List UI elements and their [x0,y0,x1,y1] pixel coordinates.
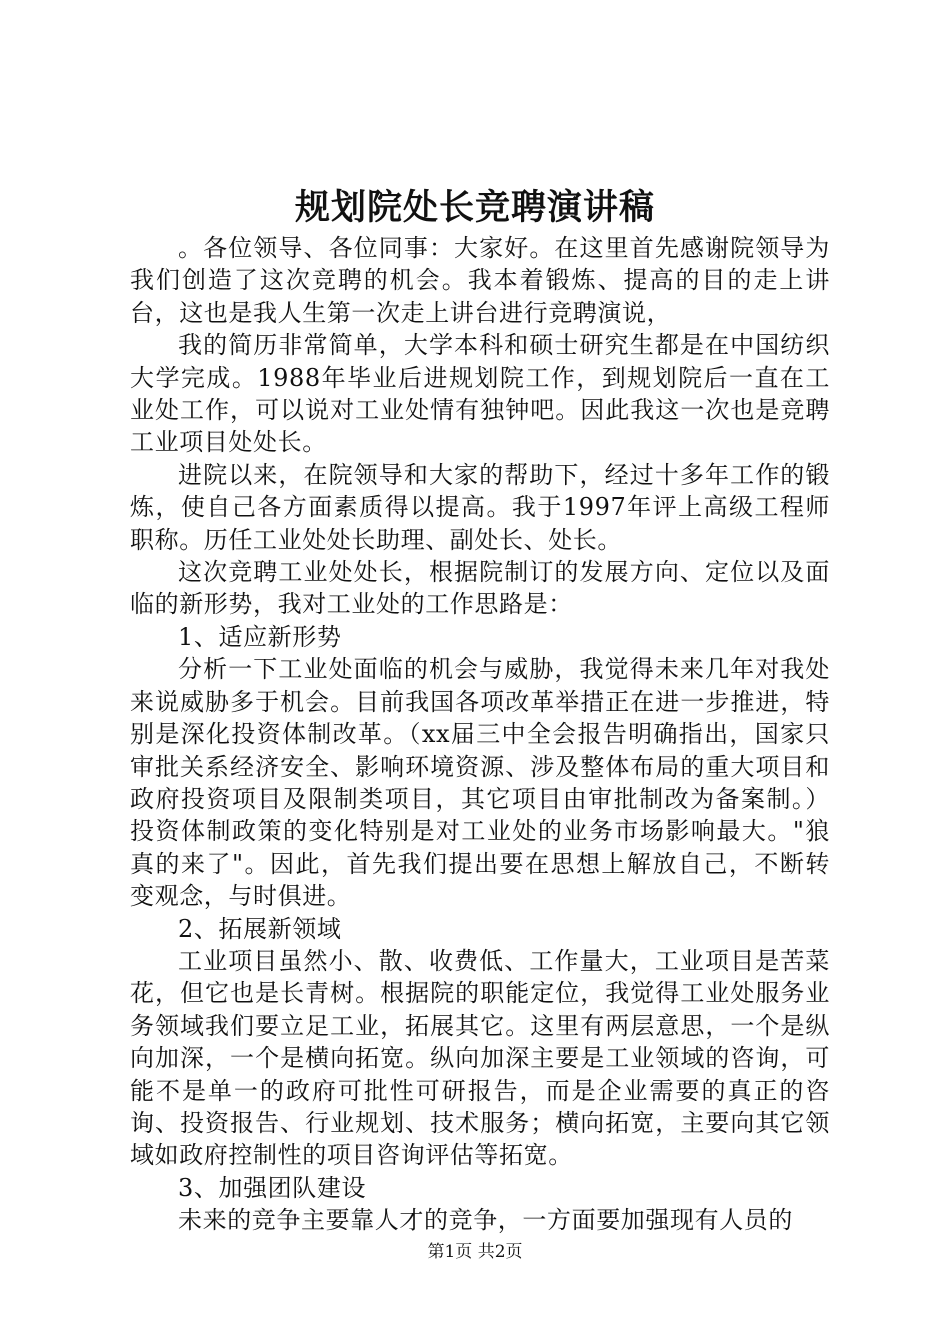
paragraph-section-1: 分析一下工业处面临的机会与威胁，我觉得未来几年对我处来说威胁多于机会。目前我国各项改革举措正在进一步推进，特别是深化投资体制改革。（xx届三中全会报告明确指出，国家只审批关系经济安全、影响环境资源、涉及整体布局的重大项目和政府投资项目及限制类项目，其它项目由审批制改为备案制。）投资体制政策的变化特别是对工业处的业务市场影响最大。"狼真的来了"。因此，首先我们提出要在思想上解放自己，不断转变观念，与时俱进。 [130,655,830,911]
document-body [130,232,830,1237]
section-heading-2: 2、拓展新领域 [178,914,342,943]
paragraph-experience: 进院以来，在院领导和大家的帮助下，经过十多年工作的锻炼，使自己各方面素质得以提高。我于1997年评上高级工程师职称。历任工业处处长助理、副处长、处长。 [130,460,830,554]
paragraph-work-plan-intro: 这次竞聘工业处处长，根据院制订的发展方向、定位以及面临的新形势，我对工业处的工作思路是： [130,558,830,619]
page-number-footer: 第1页 共2页 [427,1242,523,1262]
paragraph-section-2: 工业项目虽然小、散、收费低、工作量大，工业项目是苦菜花，但它也是长青树。根据院的职能定位，我觉得工业处服务业务领域我们要立足工业，拓展其它。这里有两层意思，一个是纵向加深，一个是横向拓宽。纵向加深主要是工业领域的咨询，可能不是单一的政府可批性可研报告，而是企业需要的真正的咨询、投资报告、行业规划、技术服务；横向拓宽，主要向其它领域如政府控制性的项目咨询评估等拓宽。 [130,946,830,1170]
section-heading-1: 1、适应新形势 [178,622,342,651]
document-title: 规划院处长竞聘演讲稿 [294,187,655,228]
paragraph-resume: 我的简历非常简单，大学本科和硕士研究生都是在中国纺织大学完成。1988年毕业后进规划院工作，到规划院后一直在工业处工作，可以说对工业处情有独钟吧。因此我这一次也是竞聘工业项目处处长。 [130,331,830,457]
paragraph-section-3: 未来的竞争主要靠人才的竞争，一方面要加强现有人员的 [178,1206,793,1235]
section-heading-3: 3、加强团队建设 [178,1173,367,1202]
paragraph-greeting: 。各位领导、各位同事：大家好。在这里首先感谢院领导为我们创造了这次竞聘的机会。我本着锻炼、提高的目的走上讲台，这也是我人生第一次走上讲台进行竞聘演说， [130,234,830,327]
